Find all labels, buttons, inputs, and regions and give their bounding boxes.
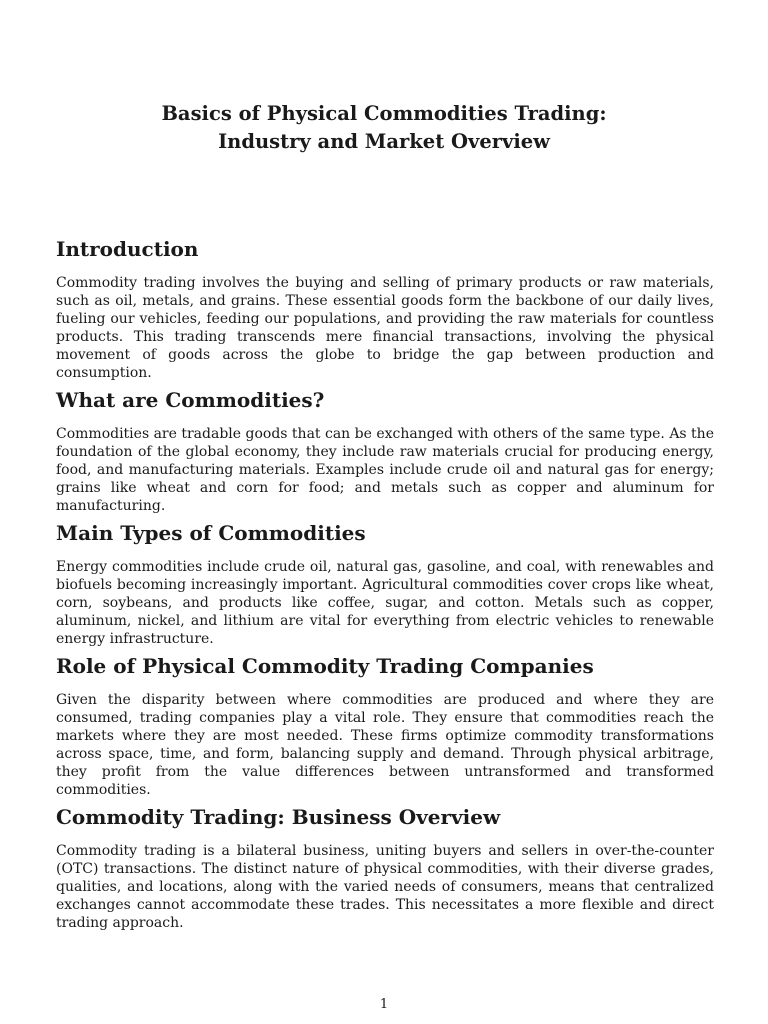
section-heading: What are Commodities?	[56, 388, 325, 412]
section-heading: Main Types of Commodities	[56, 521, 366, 545]
section-paragraph: Given the disparity between where commodities are produced and where they are consumed, trading companies play a vital role. They ensure that commodities reach the markets where they are most needed. These firms optimize commodity transformations across space, time, and form, balancing supply and demand. Through physical arbitrage, they profit from the value differences between untransformed and transformed commodities.	[56, 692, 714, 798]
section-main-types	[56, 520, 714, 648]
section-paragraph: Commodity trading involves the buying and selling of primary products or raw materials, such as oil, metals, and grains. These essential goods form the backbone of our daily lives, fueling our vehicles, feeding our populations, and providing the raw materials for countless products. This trading transcends mere financial transactions, involving the physical movement of goods across the globe to bridge the gap between production and consumption.	[56, 275, 714, 381]
section-what-are-commodities	[56, 387, 714, 515]
section-heading: Commodity Trading: Business Overview	[56, 805, 501, 829]
title-line-1: Basics of Physical Commodities Trading:	[161, 102, 607, 125]
section-introduction	[56, 236, 714, 382]
document-title	[0, 100, 768, 156]
section-paragraph: Commodity trading is a bilateral business, uniting buyers and sellers in over-the-counter (OTC) transactions. The distinct nature of physical commodities, with their diverse grades, qualities, and locations, along with the varied needs of consumers, means that centralized exchanges cannot accommodate these trades. This necessitates a more flexible and direct trading approach.	[56, 843, 714, 931]
section-paragraph: Commodities are tradable goods that can be exchanged with others of the same type. As the foundation of the global economy, they include raw materials crucial for producing energy, food, and manufacturing materials. Examples include crude oil and natural gas for energy; grains like wheat and corn for food; and metals such as copper and aluminum for manufacturing.	[56, 426, 714, 514]
page-number: 1	[379, 997, 389, 1012]
section-heading: Role of Physical Commodity Trading Companies	[56, 654, 594, 678]
title-line-2: Industry and Market Overview	[218, 130, 550, 153]
section-business-overview	[56, 804, 714, 932]
section-role-of-trading-companies	[56, 653, 714, 799]
section-heading: Introduction	[56, 237, 199, 261]
section-paragraph: Energy commodities include crude oil, natural gas, gasoline, and coal, with renewables and biofuels becoming increasingly important. Agricultural commodities cover crops like wheat, corn, soybeans, and products like coffee, sugar, and cotton. Metals such as copper, aluminum, nickel, and lithium are vital for everything from electric vehicles to renewable energy infrastructure.	[56, 559, 714, 647]
